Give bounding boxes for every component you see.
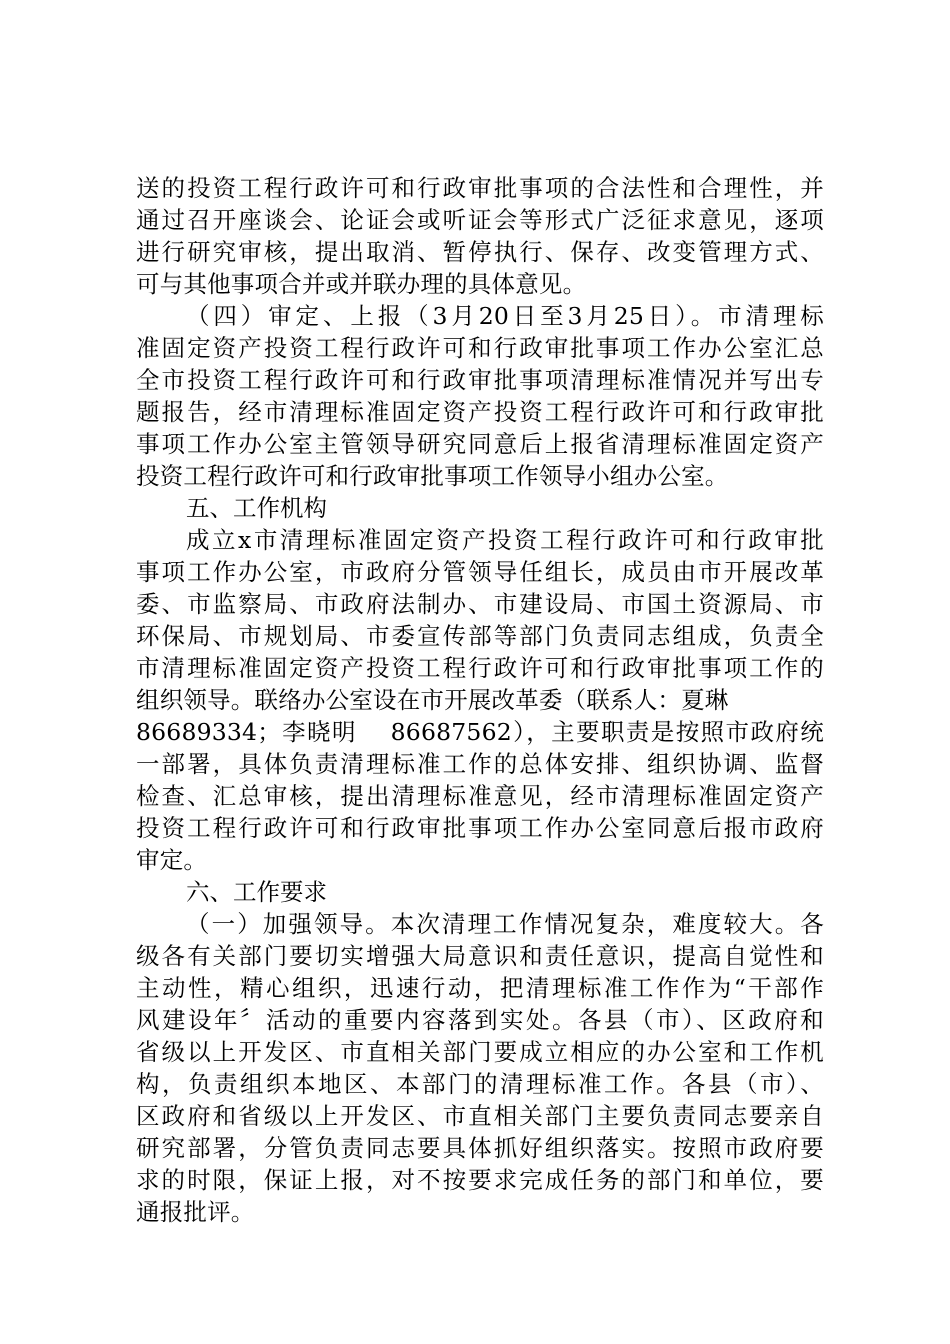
section-heading-work-requirements: 六、工作要求: [186, 878, 327, 906]
text-line: 研究部署，分管负责同志要具体抓好组织落实。按照市政府要: [136, 1134, 824, 1162]
text-line: 投资工程行政许可和行政审批事项工作领导小组办公室。: [136, 462, 729, 490]
text-line: 事项工作办公室，市政府分管领导任组长，成员由市开展改革: [136, 558, 824, 586]
section-heading-work-organization: 五、工作机构: [186, 494, 327, 522]
text-line: 通报批评。: [136, 1198, 255, 1226]
text-line: 进行研究审核，提出取消、暂停执行、保存、改变管理方式、: [136, 238, 824, 266]
text-line: 风建设年〞活动的重要内容落到实处。各县（市）、区政府和: [136, 1006, 824, 1034]
text-line: 一部署，具体负责清理标准工作的总体安排、组织协调、监督: [136, 750, 824, 778]
text-line: 构，负责组织本地区、本部门的清理标准工作。各县（市）、: [136, 1070, 824, 1098]
paragraph-review-continuation: [136, 172, 824, 300]
text-line-contacts: 86689334；李晓明 86687562），主要职责是按照市政府统: [136, 718, 824, 746]
text-line: 通过召开座谈会、论证会或听证会等形式广泛征求意见，逐项: [136, 206, 824, 234]
text-line: 委、市监察局、市政府法制办、市建设局、市国土资源局、市: [136, 590, 824, 618]
paragraph-work-organization: [136, 524, 824, 876]
text-line: 求的时限，保证上报，对不按要求完成任务的部门和单位，要: [136, 1166, 824, 1194]
text-line: 可与其他事项合并或并联办理的具体意见。: [136, 270, 587, 298]
paragraph-approval-reporting: [136, 300, 824, 492]
text-line: 题报告，经市清理标准固定资产投资工程行政许可和行政审批: [136, 398, 824, 426]
text-line: 省级以上开发区、市直相关部门要成立相应的办公室和工作机: [136, 1038, 824, 1066]
text-line: 全市投资工程行政许可和行政审批事项清理标准情况并写出专: [136, 366, 824, 394]
text-line: （一）加强领导。本次清理工作情况复杂，难度较大。各: [186, 910, 824, 938]
text-line: 级各有关部门要切实增强大局意识和责任意识，提高自觉性和: [136, 942, 824, 970]
text-line: 环保局、市规划局、市委宣传部等部门负责同志组成，负责全: [136, 622, 824, 650]
text-line: 投资工程行政许可和行政审批事项工作办公室同意后报市政府: [136, 814, 824, 842]
text-line: 送的投资工程行政许可和行政审批事项的合法性和合理性，并: [136, 174, 824, 202]
text-line: 检查、汇总审核，提出清理标准意见，经市清理标准固定资产: [136, 782, 824, 810]
text-line: 事项工作办公室主管领导研究同意后上报省清理标准固定资产: [136, 430, 824, 458]
text-line: 组织领导。联络办公室设在市开展改革委（联系人：夏琳: [136, 686, 729, 714]
text-line: 区政府和省级以上开发区、市直相关部门主要负责同志要亲自: [136, 1102, 824, 1130]
text-line: （四）审定、上报（3月20日至3月25日）。市清理标: [186, 302, 824, 330]
text-line: 审定。: [136, 846, 208, 874]
document-body: [136, 172, 824, 1228]
text-line: 市清理标准固定资产投资工程行政许可和行政审批事项工作的: [136, 654, 824, 682]
text-line: 准固定资产投资工程行政许可和行政审批事项工作办公室汇总: [136, 334, 824, 362]
text-line: 成立x市清理标准固定资产投资工程行政许可和行政审批: [186, 526, 824, 554]
paragraph-strengthen-leadership: [136, 908, 824, 1228]
text-line: 主动性，精心组织，迅速行动，把清理标准工作作为“干部作: [136, 974, 824, 1002]
